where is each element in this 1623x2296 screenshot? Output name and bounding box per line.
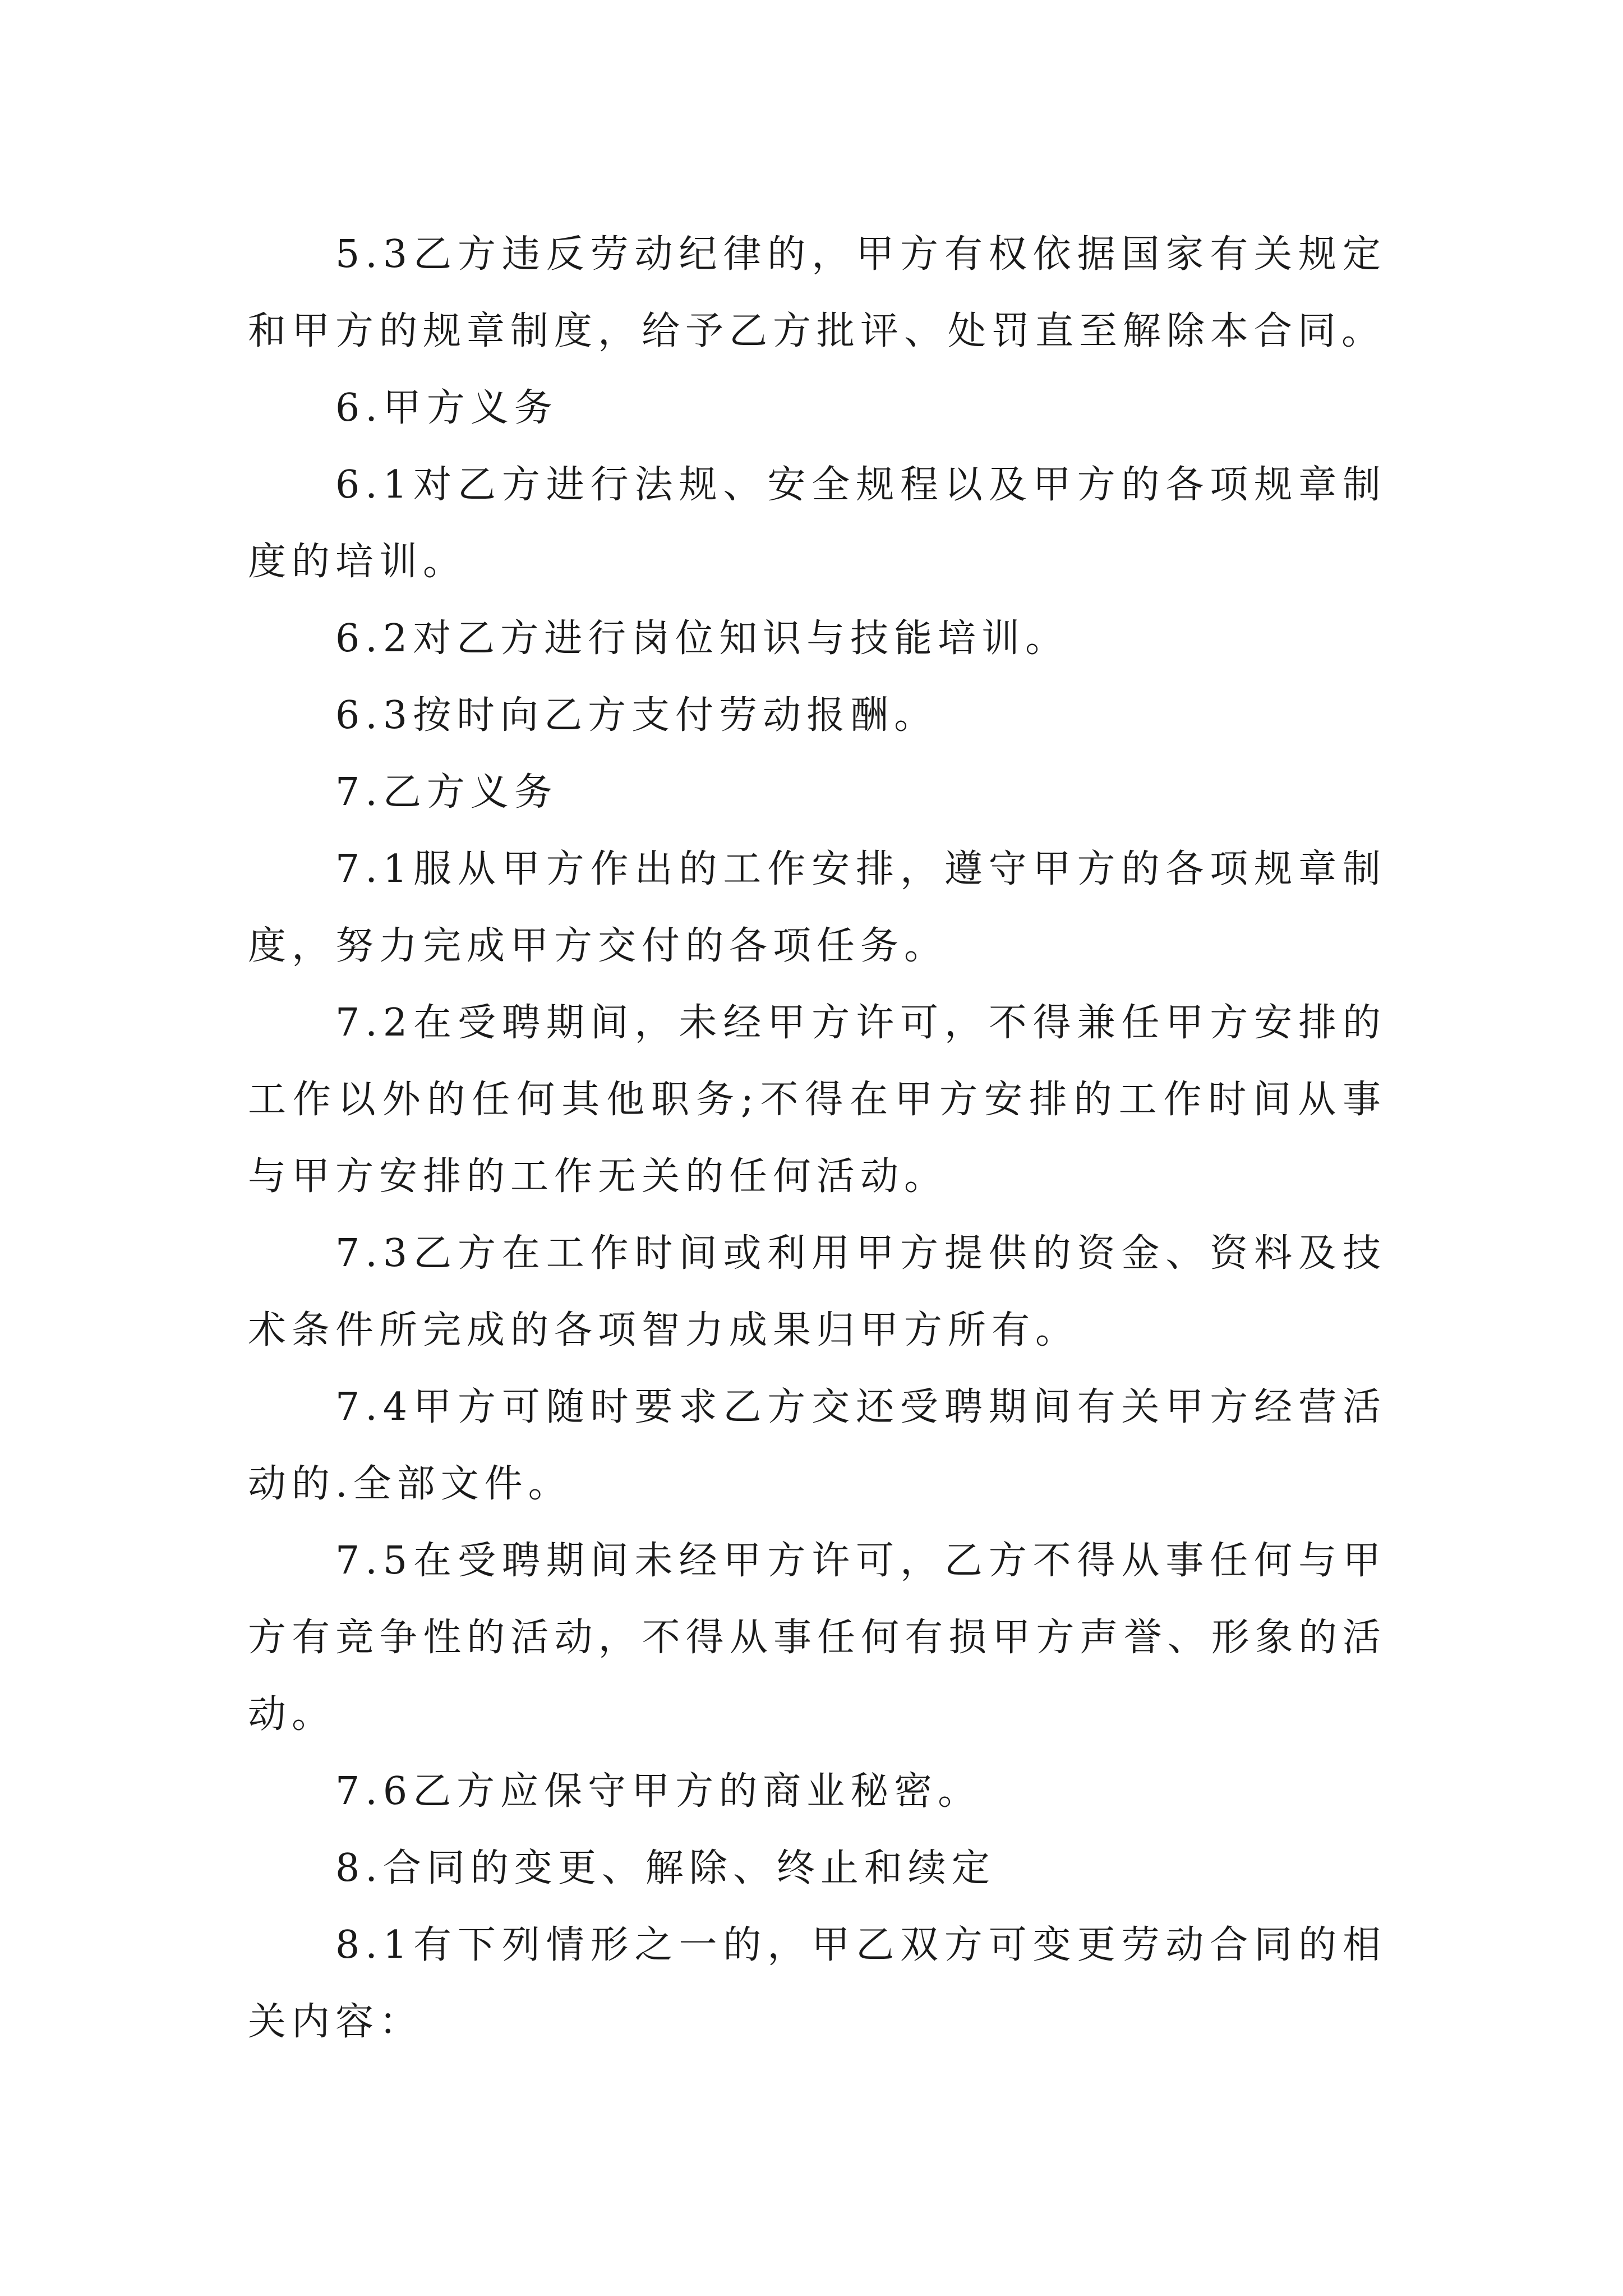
paragraph-8-1: 8.1有下列情形之一的，甲乙双方可变更劳动合同的相关内容： <box>248 1923 1386 2044</box>
heading-8-contract-changes: 8.合同的变更、解除、终止和续定 <box>335 1846 995 1890</box>
paragraph-7-1: 7.1服从甲方作出的工作安排，遵守甲方的各项规章制度，努力完成甲方交付的各项任务。 <box>248 847 1386 968</box>
paragraph-7-5: 7.5在受聘期间未经甲方许可，乙方不得从事任何与甲方有竞争性的活动，不得从事任何有损甲方声誉、形象的活动。 <box>248 1539 1386 1737</box>
paragraph-6-1: 6.1对乙方进行法规、安全规程以及甲方的各项规章制度的培训。 <box>248 463 1386 584</box>
paragraph-6-3: 6.3按时向乙方支付劳动报酬。 <box>335 693 938 738</box>
document-page <box>248 216 1386 2060</box>
heading-7-party-b-obligations: 7.乙方义务 <box>335 770 558 815</box>
paragraph-7-3: 7.3乙方在工作时间或利用甲方提供的资金、资料及技术条件所完成的各项智力成果归甲方所有。 <box>248 1231 1386 1352</box>
paragraph-6-2: 6.2对乙方进行岗位知识与技能培训。 <box>335 616 1069 661</box>
paragraph-7-2: 7.2在受聘期间，未经甲方许可，不得兼任甲方安排的工作以外的任何其他职务;不得在甲方安排的工作时间从事与甲方安排的工作无关的任何活动。 <box>248 1001 1386 1199</box>
paragraph-7-4: 7.4甲方可随时要求乙方交还受聘期间有关甲方经营活动的.全部文件。 <box>248 1385 1386 1506</box>
paragraph-5-3: 5.3乙方违反劳动纪律的，甲方有权依据国家有关规定和甲方的规章制度，给予乙方批评、处罚直至解除本合同。 <box>248 232 1386 353</box>
paragraph-7-6: 7.6乙方应保守甲方的商业秘密。 <box>335 1769 982 1814</box>
heading-6-party-a-obligations: 6.甲方义务 <box>335 386 558 430</box>
